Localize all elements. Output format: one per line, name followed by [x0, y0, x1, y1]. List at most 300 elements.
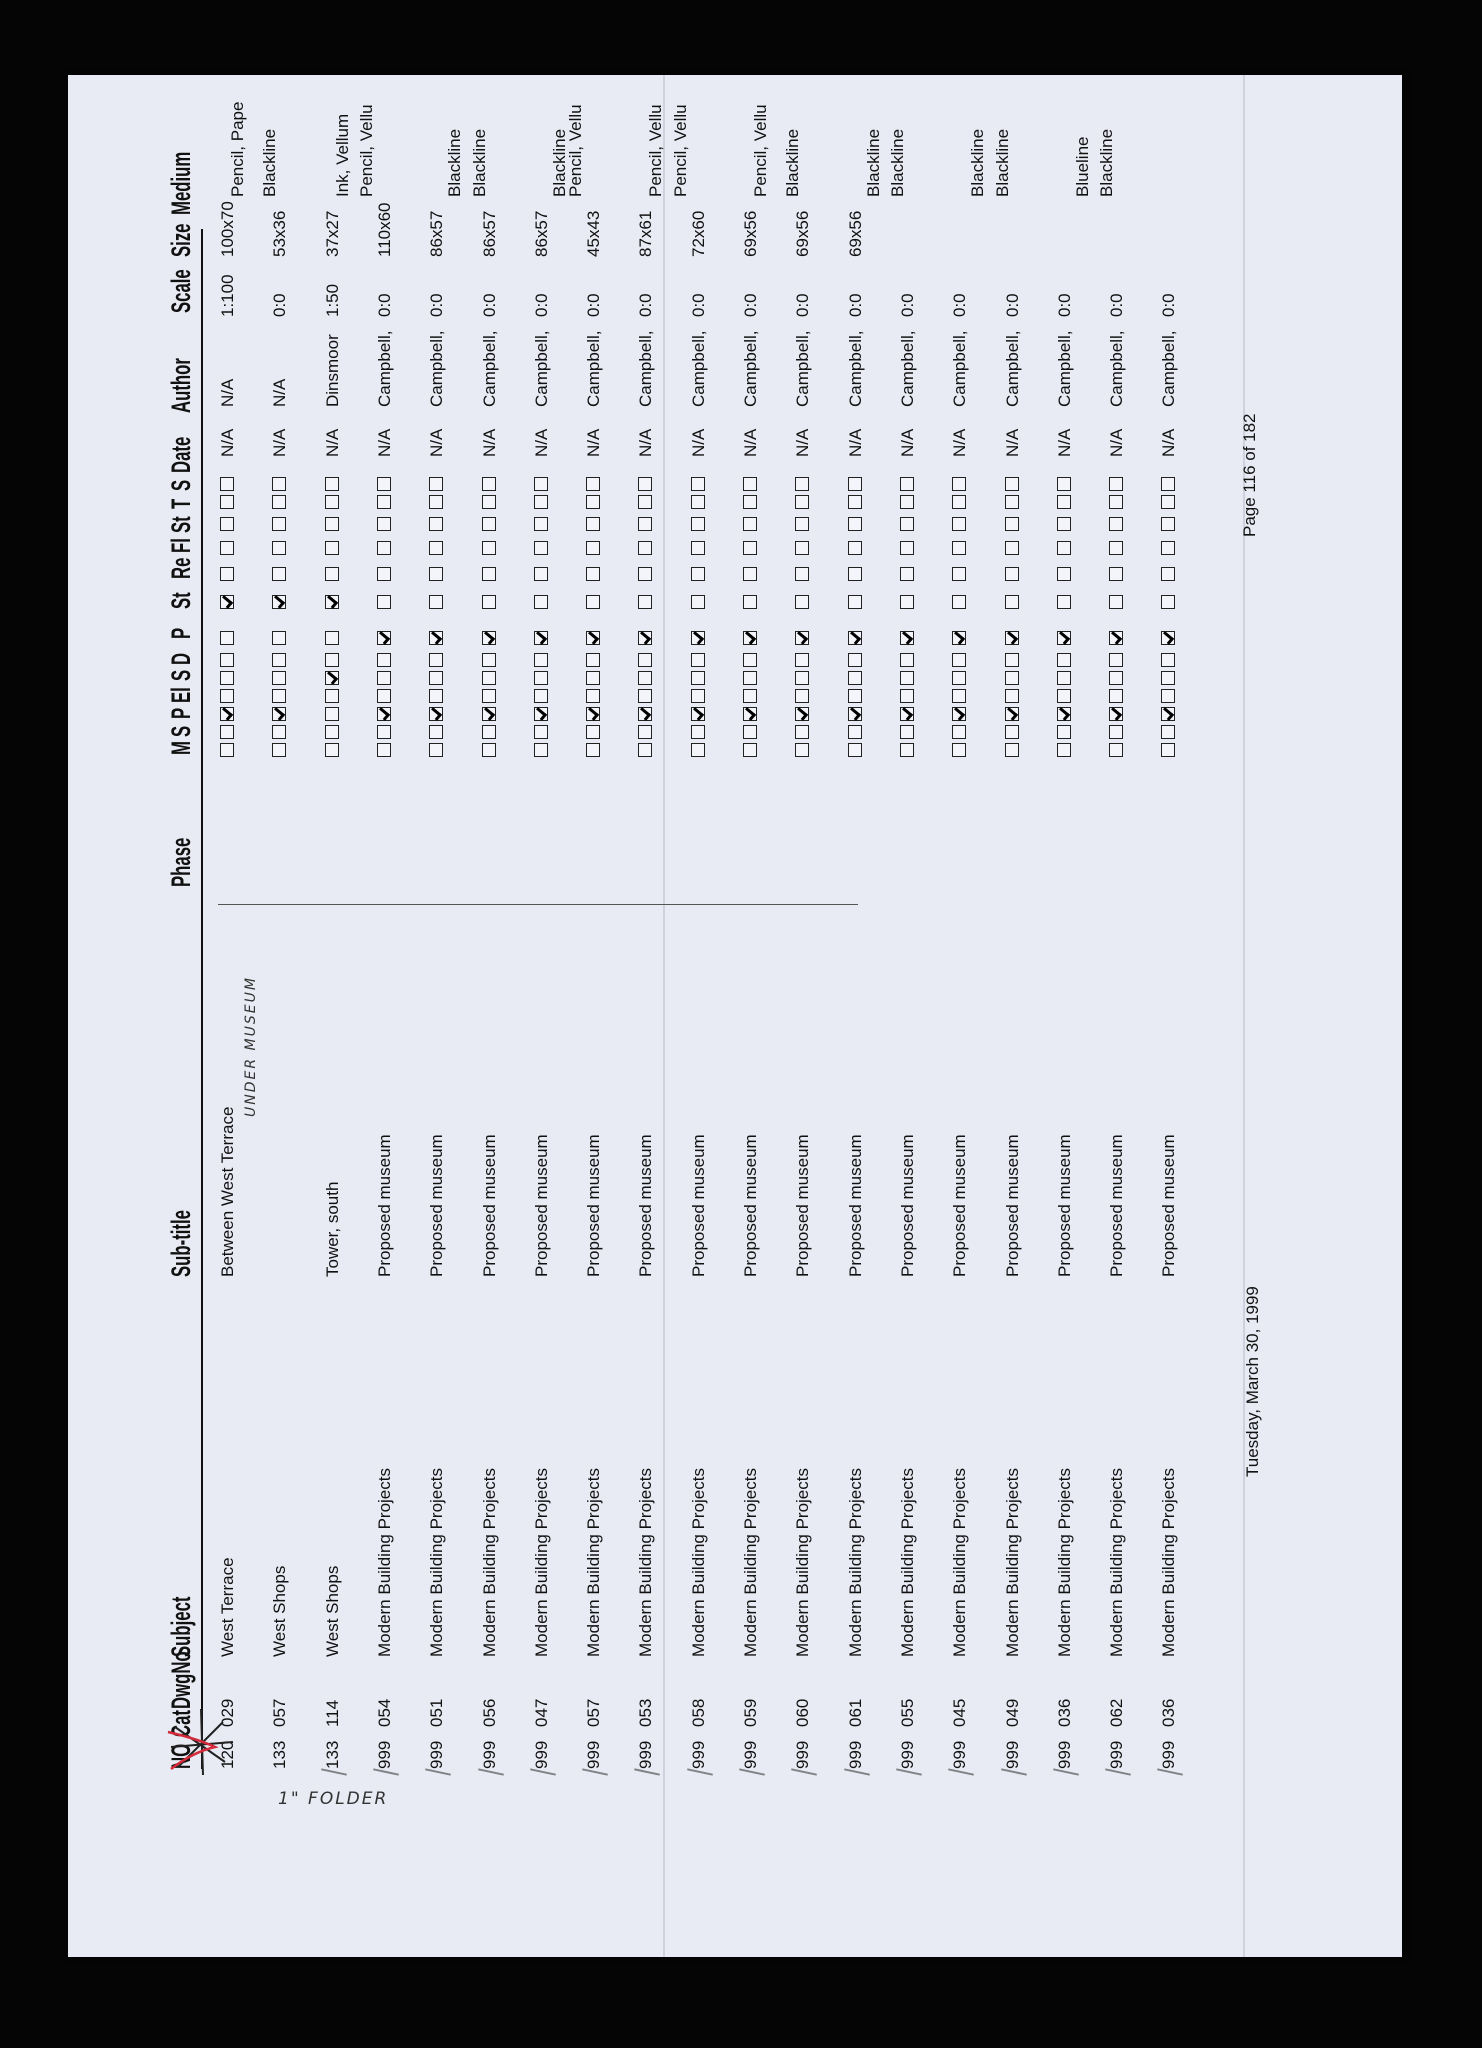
cell-medium: Blackline: [469, 128, 489, 197]
checkbox-m[interactable]: [900, 743, 914, 757]
checkbox-st2[interactable]: [377, 517, 391, 531]
checkbox-d[interactable]: [638, 653, 652, 667]
checkbox-st2[interactable]: [1005, 517, 1019, 531]
checkbox-s2[interactable]: [1005, 671, 1019, 685]
checkbox-el[interactable]: [952, 689, 966, 703]
checkbox-el[interactable]: [1057, 689, 1071, 703]
checkbox-d[interactable]: [795, 653, 809, 667]
checkbox-p2[interactable]: [952, 631, 966, 645]
checkbox-d[interactable]: [900, 653, 914, 667]
checkbox-re[interactable]: [1161, 567, 1175, 581]
header-st2: St: [166, 516, 196, 533]
checkbox-m[interactable]: [638, 743, 652, 757]
checkbox-el[interactable]: [1005, 689, 1019, 703]
checkbox-fl[interactable]: [377, 541, 391, 555]
checkbox-p2[interactable]: [534, 631, 548, 645]
checkbox-d[interactable]: [586, 653, 600, 667]
checkbox-d[interactable]: [534, 653, 548, 667]
checkbox-el[interactable]: [586, 689, 600, 703]
cell-scale: 0:0: [1054, 293, 1074, 317]
checkbox-p[interactable]: [220, 707, 234, 721]
checkbox-p2[interactable]: [1109, 631, 1123, 645]
checkbox-p2[interactable]: [691, 631, 705, 645]
checkbox-s2[interactable]: [1057, 671, 1071, 685]
checkbox-s2[interactable]: [900, 671, 914, 685]
checkbox-d[interactable]: [1109, 653, 1123, 667]
checkbox-p[interactable]: [1005, 707, 1019, 721]
checkbox-s3[interactable]: [1057, 477, 1071, 491]
checkbox-st[interactable]: [429, 595, 443, 609]
checkbox-p[interactable]: [795, 707, 809, 721]
checkbox-st[interactable]: [1109, 595, 1123, 609]
checkbox-d[interactable]: [1161, 653, 1175, 667]
checkbox-el[interactable]: [534, 689, 548, 703]
checkbox-re[interactable]: [325, 567, 339, 581]
checkbox-st[interactable]: [1005, 595, 1019, 609]
checkbox-p[interactable]: [638, 707, 652, 721]
checkbox-st2[interactable]: [900, 517, 914, 531]
checkbox-p[interactable]: [272, 707, 286, 721]
checkbox-t[interactable]: [1161, 495, 1175, 509]
pencil-tick-mark: [478, 1768, 504, 1775]
checkbox-s2[interactable]: [325, 671, 339, 685]
checkbox-st2[interactable]: [534, 517, 548, 531]
checkbox-st[interactable]: [377, 595, 391, 609]
checkbox-s[interactable]: [482, 725, 496, 739]
checkbox-s2[interactable]: [952, 671, 966, 685]
pencil-tick-mark: [634, 1768, 660, 1775]
checkbox-p2[interactable]: [900, 631, 914, 645]
cell-date: N/A: [531, 428, 551, 457]
checkbox-s[interactable]: [691, 725, 705, 739]
checkbox-s3[interactable]: [638, 477, 652, 491]
checkbox-st2[interactable]: [743, 517, 757, 531]
checkbox-st[interactable]: [325, 595, 339, 609]
pencil-tick-mark: [739, 1768, 765, 1775]
checkbox-m[interactable]: [795, 743, 809, 757]
checkbox-fl[interactable]: [952, 541, 966, 555]
checkbox-p[interactable]: [482, 707, 496, 721]
cell-size: 86x57: [427, 210, 447, 257]
checkbox-d[interactable]: [952, 653, 966, 667]
cell-medium: Pencil, Pape: [228, 101, 247, 197]
checkbox-m[interactable]: [272, 743, 286, 757]
checkbox-el[interactable]: [272, 689, 286, 703]
pencil-tick-mark: [791, 1768, 817, 1775]
checkbox-s[interactable]: [220, 725, 234, 739]
checkbox-st2[interactable]: [1109, 517, 1123, 531]
checkbox-t[interactable]: [952, 495, 966, 509]
header-s3: S: [166, 479, 196, 491]
cell-subtitle: Between West Terrace: [218, 1106, 237, 1277]
checkbox-st[interactable]: [586, 595, 600, 609]
checkbox-re[interactable]: [1109, 567, 1123, 581]
checkbox-t[interactable]: [848, 495, 862, 509]
checkbox-st[interactable]: [795, 595, 809, 609]
checkbox-re[interactable]: [638, 567, 652, 581]
checkbox-st2[interactable]: [638, 517, 652, 531]
checkbox-re[interactable]: [377, 567, 391, 581]
checkbox-s3[interactable]: [743, 477, 757, 491]
checkbox-p[interactable]: [1161, 707, 1175, 721]
cell-date: N/A: [584, 428, 604, 457]
pencil-tick-mark: [1157, 1768, 1183, 1775]
cell-no: 999: [1159, 1740, 1179, 1769]
checkbox-st[interactable]: [638, 595, 652, 609]
checkbox-p[interactable]: [900, 707, 914, 721]
checkbox-s3[interactable]: [377, 477, 391, 491]
checkbox-fl[interactable]: [900, 541, 914, 555]
checkbox-t[interactable]: [1005, 495, 1019, 509]
checkbox-m[interactable]: [848, 743, 862, 757]
checkbox-st[interactable]: [900, 595, 914, 609]
header-rule: [201, 229, 203, 1769]
cell-subtitle: Proposed museum: [374, 1134, 394, 1277]
checkbox-s2[interactable]: [377, 671, 391, 685]
checkbox-p2[interactable]: [848, 631, 862, 645]
checkbox-st2[interactable]: [795, 517, 809, 531]
checkbox-re[interactable]: [482, 567, 496, 581]
checkbox-s2[interactable]: [691, 671, 705, 685]
checkbox-el[interactable]: [638, 689, 652, 703]
checkbox-m[interactable]: [1005, 743, 1019, 757]
checkbox-st2[interactable]: [952, 517, 966, 531]
checkbox-s3[interactable]: [586, 477, 600, 491]
cell-date: N/A: [1159, 428, 1179, 457]
pencil-tick-mark: [1053, 1768, 1079, 1775]
checkbox-m[interactable]: [482, 743, 496, 757]
checkbox-m[interactable]: [691, 743, 705, 757]
checkbox-fl[interactable]: [795, 541, 809, 555]
checkbox-s[interactable]: [272, 725, 286, 739]
checkbox-st[interactable]: [743, 595, 757, 609]
checkbox-re[interactable]: [1057, 567, 1071, 581]
checkbox-m[interactable]: [220, 743, 234, 757]
checkbox-st2[interactable]: [691, 517, 705, 531]
checkbox-s2[interactable]: [220, 671, 234, 685]
checkbox-s3[interactable]: [795, 477, 809, 491]
checkbox-t[interactable]: [429, 495, 443, 509]
checkbox-p2[interactable]: [795, 631, 809, 645]
checkbox-t[interactable]: [220, 495, 234, 509]
checkbox-m[interactable]: [1057, 743, 1071, 757]
cell-subject: Modern Building Projects: [1159, 1468, 1179, 1657]
checkbox-d[interactable]: [220, 653, 234, 667]
checkbox-fl[interactable]: [1109, 541, 1123, 555]
checkbox-fl[interactable]: [534, 541, 548, 555]
checkbox-el[interactable]: [325, 689, 339, 703]
checkbox-s[interactable]: [848, 725, 862, 739]
cell-scale: 1:50: [322, 283, 342, 317]
checkbox-m[interactable]: [952, 743, 966, 757]
cell-medium: Blackline: [968, 128, 988, 197]
header-author: Author: [166, 358, 196, 413]
checkbox-fl[interactable]: [429, 541, 443, 555]
checkbox-s2[interactable]: [1161, 671, 1175, 685]
checkbox-p2[interactable]: [482, 631, 496, 645]
checkbox-p2[interactable]: [377, 631, 391, 645]
checkbox-el[interactable]: [429, 689, 443, 703]
checkbox-p2[interactable]: [429, 631, 443, 645]
cell-medium: Pencil, Vellu: [356, 104, 376, 197]
checkbox-re[interactable]: [691, 567, 705, 581]
cell-no: 999: [1002, 1740, 1022, 1769]
checkbox-s3[interactable]: [691, 477, 705, 491]
checkbox-re[interactable]: [272, 567, 286, 581]
checkbox-s2[interactable]: [848, 671, 862, 685]
checkbox-p2[interactable]: [638, 631, 652, 645]
cell-no: 999: [636, 1740, 656, 1769]
checkbox-p[interactable]: [848, 707, 862, 721]
checkbox-re[interactable]: [1005, 567, 1019, 581]
cell-date: N/A: [845, 428, 865, 457]
checkbox-p[interactable]: [691, 707, 705, 721]
checkbox-st2[interactable]: [220, 517, 234, 531]
checkbox-m[interactable]: [429, 743, 443, 757]
checkbox-fl[interactable]: [743, 541, 757, 555]
checkbox-t[interactable]: [795, 495, 809, 509]
checkbox-s2[interactable]: [429, 671, 443, 685]
cell-date: N/A: [479, 428, 499, 457]
checkbox-s3[interactable]: [952, 477, 966, 491]
checkbox-el[interactable]: [220, 689, 234, 703]
checkbox-st2[interactable]: [325, 517, 339, 531]
checkbox-fl[interactable]: [586, 541, 600, 555]
checkbox-d[interactable]: [691, 653, 705, 667]
checkbox-s[interactable]: [952, 725, 966, 739]
checkbox-s[interactable]: [1109, 725, 1123, 739]
checkbox-s[interactable]: [429, 725, 443, 739]
checkbox-fl[interactable]: [691, 541, 705, 555]
checkbox-re[interactable]: [429, 567, 443, 581]
checkbox-s2[interactable]: [586, 671, 600, 685]
checkbox-s3[interactable]: [900, 477, 914, 491]
checkbox-p2[interactable]: [586, 631, 600, 645]
checkbox-s[interactable]: [586, 725, 600, 739]
checkbox-p2[interactable]: [1057, 631, 1071, 645]
cell-subject: West Shops: [270, 1565, 290, 1657]
checkbox-fl[interactable]: [1057, 541, 1071, 555]
checkbox-s3[interactable]: [220, 477, 234, 491]
checkbox-p[interactable]: [534, 707, 548, 721]
checkbox-re[interactable]: [586, 567, 600, 581]
checkbox-el[interactable]: [1109, 689, 1123, 703]
checkbox-st2[interactable]: [848, 517, 862, 531]
cell-subtitle: Proposed museum: [1159, 1134, 1179, 1277]
checkbox-s3[interactable]: [1109, 477, 1123, 491]
checkbox-p2[interactable]: [325, 631, 339, 645]
checkbox-p[interactable]: [586, 707, 600, 721]
checkbox-s[interactable]: [743, 725, 757, 739]
checkbox-el[interactable]: [900, 689, 914, 703]
cell-subject: Modern Building Projects: [636, 1468, 656, 1657]
checkbox-re[interactable]: [795, 567, 809, 581]
checkbox-m[interactable]: [534, 743, 548, 757]
checkbox-s3[interactable]: [848, 477, 862, 491]
checkbox-s3[interactable]: [1005, 477, 1019, 491]
checkbox-st2[interactable]: [429, 517, 443, 531]
checkbox-p[interactable]: [429, 707, 443, 721]
checkbox-s[interactable]: [795, 725, 809, 739]
cell-date: N/A: [1107, 428, 1127, 457]
checkbox-d[interactable]: [482, 653, 496, 667]
cell-date: N/A: [636, 428, 656, 457]
checkbox-t[interactable]: [534, 495, 548, 509]
checkbox-el[interactable]: [482, 689, 496, 703]
checkbox-t[interactable]: [272, 495, 286, 509]
checkbox-re[interactable]: [220, 567, 234, 581]
checkbox-s2[interactable]: [1109, 671, 1123, 685]
cell-size: 69x56: [793, 210, 813, 257]
checkbox-t[interactable]: [900, 495, 914, 509]
checkbox-st[interactable]: [272, 595, 286, 609]
checkbox-p2[interactable]: [743, 631, 757, 645]
checkbox-s2[interactable]: [482, 671, 496, 685]
checkbox-s[interactable]: [534, 725, 548, 739]
cell-subtitle: Proposed museum: [897, 1134, 917, 1277]
checkbox-m[interactable]: [586, 743, 600, 757]
checkbox-st[interactable]: [691, 595, 705, 609]
cell-medium: Blackline: [863, 128, 883, 197]
checkbox-m[interactable]: [1109, 743, 1123, 757]
checkbox-fl[interactable]: [638, 541, 652, 555]
checkbox-s3[interactable]: [272, 477, 286, 491]
checkbox-p[interactable]: [743, 707, 757, 721]
checkbox-el[interactable]: [795, 689, 809, 703]
checkbox-s[interactable]: [900, 725, 914, 739]
checkbox-re[interactable]: [743, 567, 757, 581]
cell-date: N/A: [322, 428, 342, 457]
cell-medium: Blackline: [549, 128, 569, 197]
checkbox-re[interactable]: [952, 567, 966, 581]
checkbox-p2[interactable]: [1161, 631, 1175, 645]
checkbox-s[interactable]: [1005, 725, 1019, 739]
header-subtitle: Sub-title: [166, 1210, 196, 1277]
checkbox-st[interactable]: [1057, 595, 1071, 609]
checkbox-el[interactable]: [691, 689, 705, 703]
checkbox-t[interactable]: [586, 495, 600, 509]
checkbox-fl[interactable]: [848, 541, 862, 555]
checkbox-s[interactable]: [638, 725, 652, 739]
checkbox-st[interactable]: [848, 595, 862, 609]
checkbox-d[interactable]: [848, 653, 862, 667]
checkbox-t[interactable]: [325, 495, 339, 509]
checkbox-fl[interactable]: [272, 541, 286, 555]
checkbox-st[interactable]: [952, 595, 966, 609]
cell-cat: 057: [270, 1698, 290, 1727]
checkbox-re[interactable]: [848, 567, 862, 581]
checkbox-t[interactable]: [691, 495, 705, 509]
checkbox-s2[interactable]: [272, 671, 286, 685]
checkbox-st[interactable]: [1161, 595, 1175, 609]
cell-size: 110x60: [374, 202, 394, 257]
checkbox-fl[interactable]: [1161, 541, 1175, 555]
checkbox-t[interactable]: [638, 495, 652, 509]
checkbox-re[interactable]: [900, 567, 914, 581]
checkbox-st2[interactable]: [1057, 517, 1071, 531]
checkbox-s[interactable]: [1057, 725, 1071, 739]
cell-author: Campbell,: [897, 330, 917, 407]
checkbox-s3[interactable]: [482, 477, 496, 491]
checkbox-s[interactable]: [1161, 725, 1175, 739]
checkbox-m[interactable]: [377, 743, 391, 757]
cell-subject: Modern Building Projects: [374, 1468, 394, 1657]
checkbox-p[interactable]: [1109, 707, 1123, 721]
checkbox-d[interactable]: [325, 653, 339, 667]
checkbox-d[interactable]: [377, 653, 391, 667]
checkbox-m[interactable]: [1161, 743, 1175, 757]
checkbox-re[interactable]: [534, 567, 548, 581]
checkbox-d[interactable]: [1057, 653, 1071, 667]
checkbox-fl[interactable]: [482, 541, 496, 555]
checkbox-s3[interactable]: [534, 477, 548, 491]
checkbox-st2[interactable]: [482, 517, 496, 531]
checkbox-m[interactable]: [325, 743, 339, 757]
checkbox-s[interactable]: [325, 725, 339, 739]
checkbox-fl[interactable]: [220, 541, 234, 555]
checkbox-fl[interactable]: [325, 541, 339, 555]
checkbox-el[interactable]: [848, 689, 862, 703]
cell-scale: 0:0: [374, 293, 394, 317]
cell-no: 999: [584, 1740, 604, 1769]
cell-subtitle: Proposed museum: [793, 1134, 813, 1277]
checkbox-s3[interactable]: [429, 477, 443, 491]
checkbox-t[interactable]: [377, 495, 391, 509]
checkbox-el[interactable]: [743, 689, 757, 703]
checkbox-d[interactable]: [272, 653, 286, 667]
checkbox-s3[interactable]: [325, 477, 339, 491]
checkbox-t[interactable]: [1109, 495, 1123, 509]
cell-cat: 049: [1002, 1698, 1022, 1727]
checkbox-p[interactable]: [952, 707, 966, 721]
checkbox-s2[interactable]: [743, 671, 757, 685]
checkbox-st[interactable]: [482, 595, 496, 609]
checkbox-s2[interactable]: [534, 671, 548, 685]
cell-medium: Ink, Vellum: [332, 113, 352, 197]
checkbox-t[interactable]: [482, 495, 496, 509]
checkbox-st[interactable]: [534, 595, 548, 609]
checkbox-s3[interactable]: [1161, 477, 1175, 491]
checkbox-d[interactable]: [429, 653, 443, 667]
cell-author: Campbell,: [688, 330, 708, 407]
cell-no: 999: [897, 1740, 917, 1769]
checkbox-s2[interactable]: [795, 671, 809, 685]
cell-subtitle: Proposed museum: [950, 1134, 970, 1277]
checkbox-s[interactable]: [377, 725, 391, 739]
cell-subject: Modern Building Projects: [950, 1468, 970, 1657]
checkbox-st2[interactable]: [1161, 517, 1175, 531]
checkbox-st2[interactable]: [586, 517, 600, 531]
checkbox-p[interactable]: [325, 707, 339, 721]
checkbox-el[interactable]: [1161, 689, 1175, 703]
checkbox-p2[interactable]: [220, 631, 234, 645]
checkbox-d[interactable]: [1005, 653, 1019, 667]
checkbox-p[interactable]: [1057, 707, 1071, 721]
checkbox-m[interactable]: [743, 743, 757, 757]
checkbox-s2[interactable]: [638, 671, 652, 685]
checkbox-fl[interactable]: [1005, 541, 1019, 555]
checkbox-d[interactable]: [743, 653, 757, 667]
checkbox-st2[interactable]: [272, 517, 286, 531]
checkbox-el[interactable]: [377, 689, 391, 703]
checkbox-t[interactable]: [1057, 495, 1071, 509]
checkbox-p[interactable]: [377, 707, 391, 721]
checkbox-st[interactable]: [220, 595, 234, 609]
cell-cat: 057: [584, 1698, 604, 1727]
checkbox-p2[interactable]: [272, 631, 286, 645]
checkbox-t[interactable]: [743, 495, 757, 509]
checkbox-p2[interactable]: [1005, 631, 1019, 645]
